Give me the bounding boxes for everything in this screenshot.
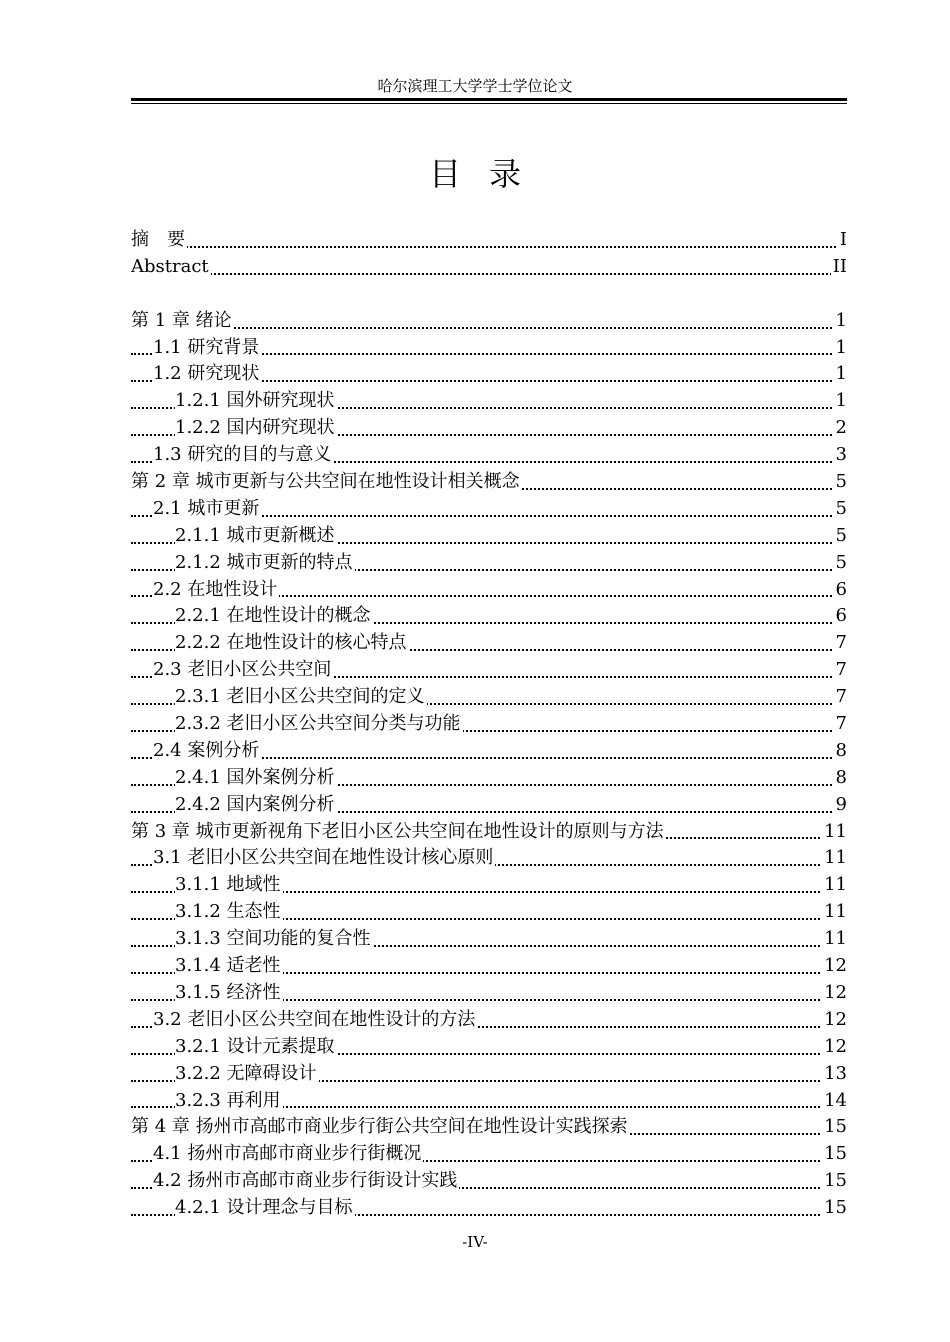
toc-entry-subsection[interactable] (131, 415, 847, 442)
toc-entry-label: 4.2 扬州市高邮市商业步行街设计实践 (153, 1170, 458, 1192)
toc-entry-page: 14 (822, 1088, 847, 1115)
toc-entry-section[interactable] (131, 361, 847, 388)
toc-entry-label: 2.2 在地性设计 (153, 578, 278, 600)
toc-entry-subsection[interactable] (131, 711, 847, 738)
toc-entry-section[interactable] (131, 1007, 847, 1034)
toc-entry-section[interactable] (131, 845, 847, 872)
toc-entry-label: 1.1 研究背景 (153, 336, 260, 358)
toc-entry-label: 1.2.1 国外研究现状 (175, 390, 335, 412)
toc-entry-label: 2.1.1 城市更新概述 (175, 524, 335, 546)
toc-entry-chapter[interactable] (131, 819, 847, 846)
dot-leader (131, 273, 847, 275)
dot-leader (131, 246, 847, 248)
toc-entry-label: 3.1.1 地域性 (175, 874, 281, 896)
toc-entry-subsection[interactable] (131, 388, 847, 415)
toc-entry-subsection[interactable] (131, 1195, 847, 1222)
toc-entry-subsection[interactable] (131, 523, 847, 550)
toc-entry-page: 1 (834, 308, 847, 335)
header-rule-thin (131, 103, 847, 104)
toc-entry-label: 1.2 研究现状 (153, 363, 260, 385)
toc-entry-label: 3.2 老旧小区公共空间在地性设计的方法 (153, 1008, 476, 1030)
toc-entry-page: 1 (834, 361, 847, 388)
toc-entry-section[interactable] (131, 1168, 847, 1195)
toc-entry-chapter[interactable] (131, 469, 847, 496)
toc-spacer (131, 281, 847, 308)
toc-entry-page: 12 (822, 1034, 847, 1061)
toc-entry-label: 2.1 城市更新 (153, 497, 260, 519)
toc-entry-page: 5 (834, 523, 847, 550)
header-rule-thick (131, 98, 847, 101)
toc-entry-label: 1.3 研究的目的与意义 (153, 444, 332, 466)
toc-entry-section[interactable] (131, 738, 847, 765)
toc-entry-section[interactable] (131, 496, 847, 523)
toc-entry-subsection[interactable] (131, 872, 847, 899)
toc-entry-subsection[interactable] (131, 1088, 847, 1115)
toc-entry-page: 7 (834, 711, 847, 738)
toc-entry-page: 12 (822, 953, 847, 980)
toc-entry-label: 2.4.2 国内案例分析 (175, 793, 335, 815)
toc-entry-abstract-cn[interactable] (131, 227, 847, 254)
toc-entry-label: 2.3.1 老旧小区公共空间的定义 (175, 686, 425, 708)
toc-entry-subsection[interactable] (131, 980, 847, 1007)
toc-entry-section[interactable] (131, 442, 847, 469)
page-number: -IV- (462, 1233, 488, 1251)
toc-entry-page: 1 (834, 335, 847, 362)
toc-entry-subsection[interactable] (131, 765, 847, 792)
toc-entry-page: 3 (834, 442, 847, 469)
toc-entry-label: 1.2.2 国内研究现状 (175, 417, 335, 439)
toc-entry-page: 5 (834, 496, 847, 523)
toc-entry-label: 4.1 扬州市高邮市商业步行街概况 (153, 1143, 422, 1165)
toc-entry-page: 15 (822, 1141, 847, 1168)
toc-entry-label: 摘 要 (131, 229, 185, 250)
toc-entry-label: 2.2.2 在地性设计的核心特点 (175, 632, 407, 654)
toc-entry-subsection[interactable] (131, 953, 847, 980)
page-header: 哈尔滨理工大学学士学位论文 (377, 77, 573, 95)
toc-entry-subsection[interactable] (131, 1061, 847, 1088)
toc-entry-label: 3.2.2 无障碍设计 (175, 1062, 317, 1084)
toc-entry-subsection[interactable] (131, 550, 847, 577)
toc-entry-page: 2 (834, 415, 847, 442)
toc-entry-label: 第 4 章 扬州市高邮市商业步行街公共空间在地性设计实践探索 (131, 1116, 628, 1138)
toc-entry-label: 3.2.3 再利用 (175, 1089, 281, 1111)
toc-body (131, 308, 847, 1222)
toc-entry-page: 11 (822, 845, 847, 872)
toc-entry-page: 8 (834, 765, 847, 792)
toc-entry-page: 1 (834, 388, 847, 415)
toc-entry-page: 11 (822, 819, 847, 846)
toc-entry-label: 第 1 章 绪论 (131, 309, 232, 331)
toc-entry-page: 5 (834, 550, 847, 577)
toc-entry-page: 8 (834, 738, 847, 765)
toc-entry-label: 2.3.2 老旧小区公共空间分类与功能 (175, 713, 461, 735)
toc-title: 目录 (428, 155, 549, 193)
toc-entry-label: 2.4.1 国外案例分析 (175, 766, 335, 788)
toc-entry-section[interactable] (131, 657, 847, 684)
toc-entry-page: 5 (834, 469, 847, 496)
toc-entry-label: 3.1.5 经济性 (175, 981, 281, 1003)
toc-entry-subsection[interactable] (131, 1034, 847, 1061)
toc-entry-page: 12 (822, 1007, 847, 1034)
toc-entry-page: 15 (822, 1168, 847, 1195)
toc-entry-page: 7 (834, 630, 847, 657)
toc-entry-page: 15 (822, 1114, 847, 1141)
toc-entry-abstract-en[interactable] (131, 254, 847, 281)
toc-entry-label: 3.1 老旧小区公共空间在地性设计核心原则 (153, 847, 494, 869)
toc-entry-page: 6 (834, 577, 847, 604)
toc-entry-section[interactable] (131, 577, 847, 604)
toc-entry-subsection[interactable] (131, 792, 847, 819)
toc-entry-page: 11 (822, 899, 847, 926)
toc-entry-page: 9 (834, 792, 847, 819)
toc-entry-page: I (838, 227, 847, 254)
toc-entry-page: 15 (822, 1195, 847, 1222)
toc-entry-label: 3.1.3 空间功能的复合性 (175, 928, 371, 950)
toc-entry-label: 第 2 章 城市更新与公共空间在地性设计相关概念 (131, 471, 520, 493)
toc-entry-section[interactable] (131, 1141, 847, 1168)
toc-entry-chapter[interactable] (131, 308, 847, 335)
table-of-contents (131, 227, 847, 1222)
toc-entry-label: 3.1.4 适老性 (175, 955, 281, 977)
toc-entry-label: 第 3 章 城市更新视角下老旧小区公共空间在地性设计的原则与方法 (131, 820, 664, 842)
toc-entry-label: 2.1.2 城市更新的特点 (175, 551, 353, 573)
toc-entry-page: 7 (834, 657, 847, 684)
toc-entry-page: 7 (834, 684, 847, 711)
dot-leader (131, 327, 847, 329)
toc-entry-subsection[interactable] (131, 603, 847, 630)
toc-entry-label: 3.2.1 设计元素提取 (175, 1035, 335, 1057)
toc-entry-subsection[interactable] (131, 926, 847, 953)
toc-entry-label: Abstract (131, 255, 209, 277)
toc-entry-page: 6 (834, 603, 847, 630)
toc-entry-page: 11 (822, 872, 847, 899)
toc-entry-label: 2.2.1 在地性设计的概念 (175, 605, 371, 627)
toc-entry-page: 13 (822, 1061, 847, 1088)
toc-entry-label: 3.1.2 生态性 (175, 901, 281, 923)
toc-entry-page: 11 (822, 926, 847, 953)
toc-entry-page: 12 (822, 980, 847, 1007)
toc-entry-subsection[interactable] (131, 899, 847, 926)
toc-entry-label: 4.2.1 设计理念与目标 (175, 1197, 353, 1219)
toc-entry-label: 2.3 老旧小区公共空间 (153, 659, 332, 681)
toc-entry-page: II (831, 254, 847, 281)
toc-entry-chapter[interactable] (131, 1114, 847, 1141)
toc-entry-label: 2.4 案例分析 (153, 739, 260, 761)
toc-entry-subsection[interactable] (131, 684, 847, 711)
toc-entry-subsection[interactable] (131, 630, 847, 657)
toc-entry-section[interactable] (131, 335, 847, 362)
